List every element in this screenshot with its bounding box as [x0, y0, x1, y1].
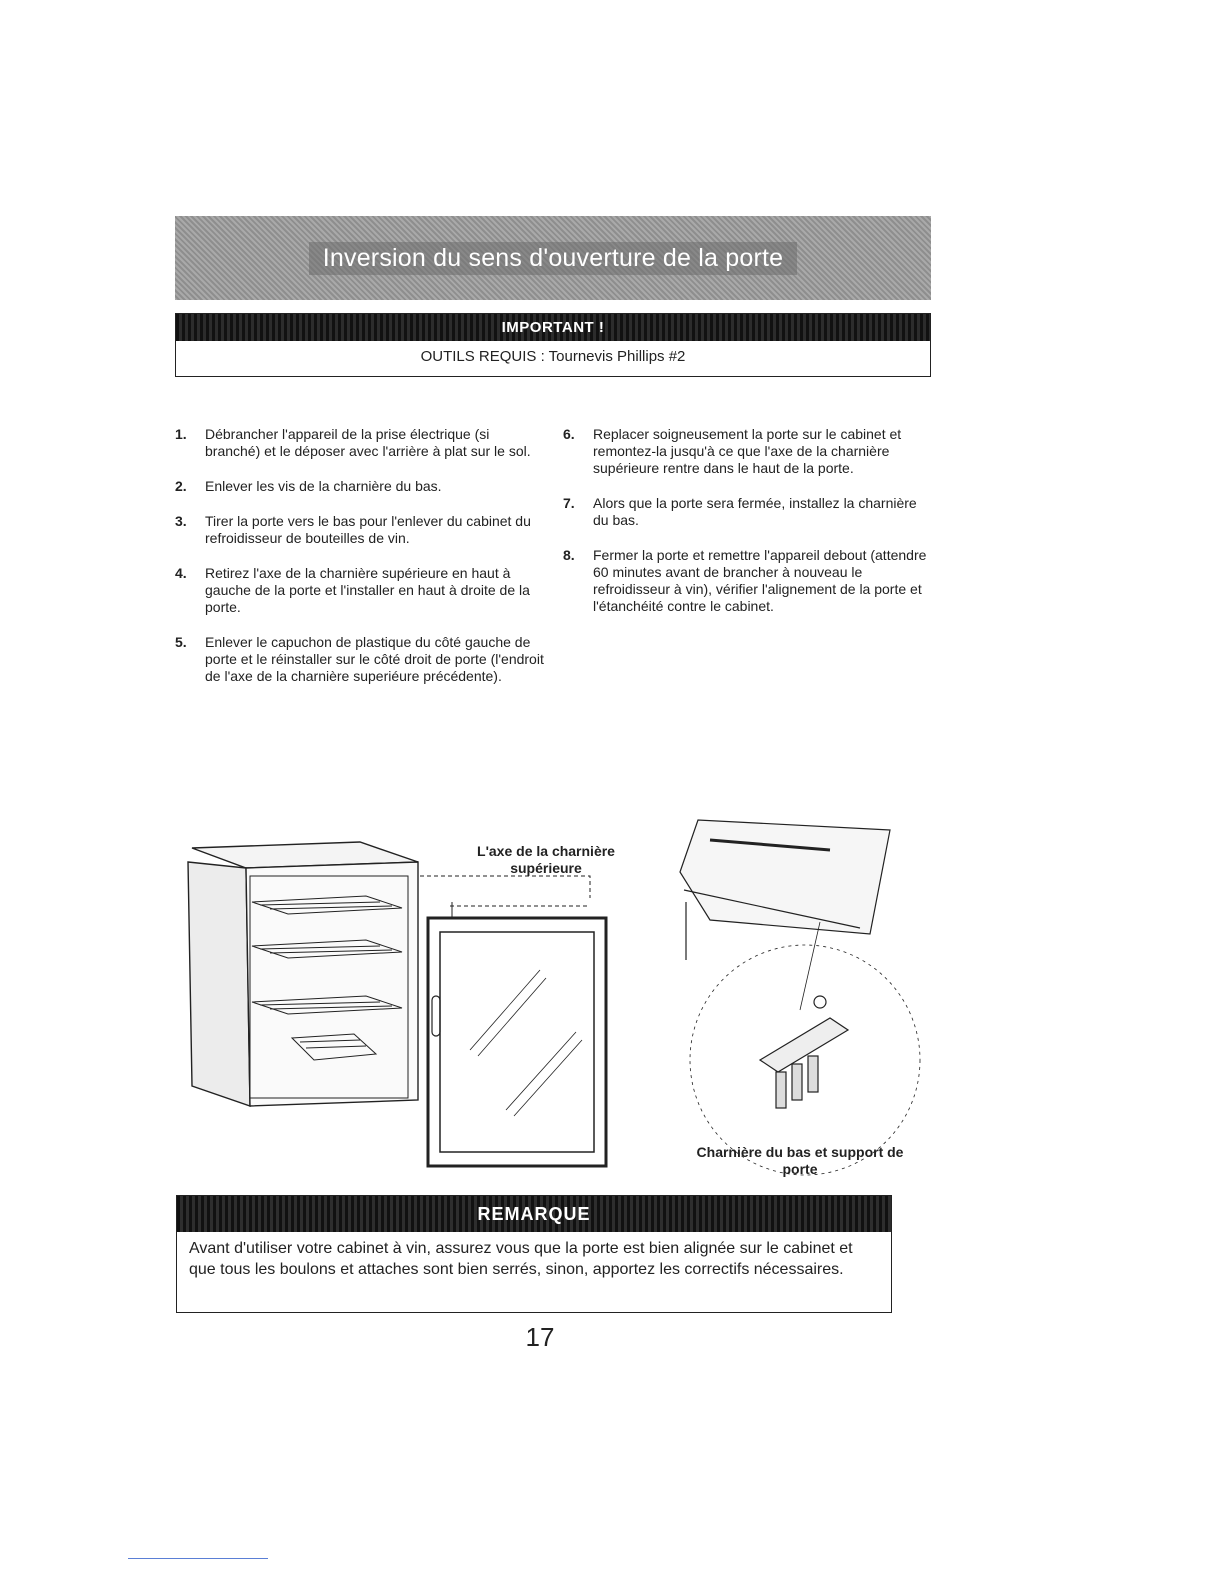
- callout-top-hinge-axis: L'axe de la charnière supérieure: [477, 843, 615, 876]
- step-item: [175, 634, 545, 685]
- step-text: Enlever le capuchon de plastique du côté gauche de porte et le réinstaller sur le côté droit de porte (l'endroit de l'axe de la charnière superiéure précédente).: [205, 634, 544, 684]
- steps-left-column: [175, 426, 545, 703]
- step-number: 6.: [563, 426, 575, 442]
- step-text: Alors que la porte sera fermée, installez la charnière du bas.: [593, 495, 917, 528]
- footer-divider: [128, 1558, 268, 1559]
- step-item: [175, 565, 545, 616]
- step-text: Débrancher l'appareil de la prise électrique (si branché) et le déposer avec l'arrière à plat sur le sol.: [205, 426, 531, 459]
- step-number: 4.: [175, 565, 187, 581]
- glass-door-drawing: [420, 876, 606, 1166]
- step-item: [563, 547, 933, 615]
- callout-bottom-hinge: Charnière du bas et support de porte: [696, 1144, 904, 1177]
- step-number: 5.: [175, 634, 187, 650]
- step-item: [175, 513, 545, 547]
- important-box: [175, 313, 931, 377]
- step-item: [175, 426, 545, 460]
- step-text: Tirer la porte vers le bas pour l'enlever du cabinet du refroidisseur de bouteilles de vin.: [205, 513, 531, 546]
- steps-right-column: [563, 426, 933, 633]
- tools-required: OUTILS REQUIS : Tournevis Phillips #2: [420, 348, 686, 365]
- step-text: Retirez l'axe de la charnière supérieure en haut à gauche de la porte et l'installer en haut à droite de la porte.: [205, 565, 530, 615]
- step-item: [175, 478, 545, 495]
- step-number: 7.: [563, 495, 575, 511]
- important-label: IMPORTANT !: [176, 314, 930, 341]
- bottom-hinge-detail-drawing: [680, 820, 920, 1175]
- step-text: Replacer soigneusement la porte sur le cabinet et remontez-la jusqu'à ce que l'axe de la charnière supérieure rentre dans le haut de la porte.: [593, 426, 902, 476]
- step-number: 8.: [563, 547, 575, 563]
- remarque-box: [176, 1195, 892, 1313]
- step-text: Fermer la porte et remettre l'appareil debout (attendre 60 minutes avant de brancher à nouveau le refroidisseur à vin), vérifier l'alignement de la porte et l'étanchéité contre le cabinet.: [593, 547, 927, 614]
- page-title: Inversion du sens d'ouverture de la porte: [309, 242, 797, 275]
- step-number: 1.: [175, 426, 187, 442]
- step-text: Enlever les vis de la charnière du bas.: [205, 478, 442, 494]
- remarque-label: REMARQUE: [177, 1196, 891, 1232]
- step-item: [563, 426, 933, 477]
- step-number: 3.: [175, 513, 187, 529]
- title-banner: [175, 216, 931, 300]
- page-number: 17: [525, 1322, 555, 1352]
- wine-cabinet-drawing: [188, 842, 418, 1106]
- remarque-text: Avant d'utiliser votre cabinet à vin, assurez vous que la porte est bien alignée sur le cabinet et que tous les boulons et attaches sont bien serrés, sinon, apportez les correctifs nécessaires.: [189, 1240, 853, 1278]
- step-item: [563, 495, 933, 529]
- step-number: 2.: [175, 478, 187, 494]
